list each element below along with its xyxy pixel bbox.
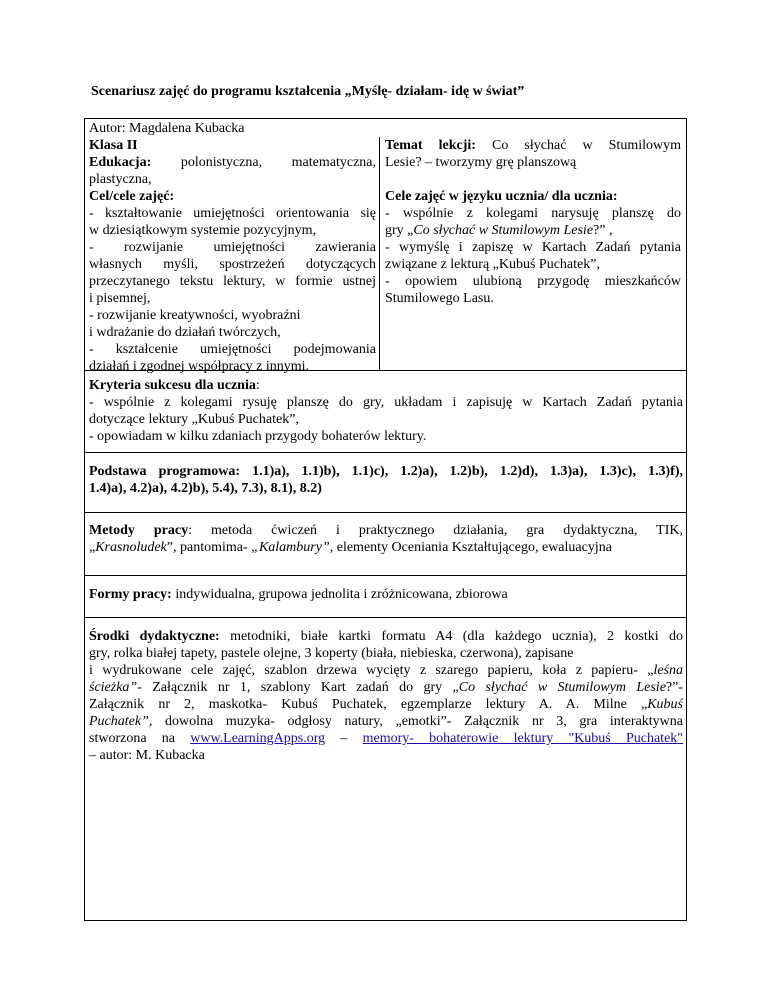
metody-line-1: Metody pracy: metoda ćwiczeń i praktycznego działania, gra dydaktyczna, TIK,: [89, 523, 684, 538]
row-podstawa: [85, 453, 686, 513]
kryteria-label: Kryteria sukcesu dla ucznia: [89, 378, 256, 393]
row-srodki: Środki dydaktyczne: metodniki, białe kartki formatu A4 (dla każdego ucznia), 2 kostki do gry, rolka białej tapety, pastele olejne, 3 koperty (biała, niebieska, czerwona), zapisane i wydrukowane cele zajęć, szablon drzewa wycięty z szarego papieru, koła z papieru- „leśna ścieżka”- Załącznik nr 1, szablony Kart zadań do gry „Co słychać w Stumilowym Lesie?”- Załącznik nr 2, maskotka- Kubuś Puchatek, egzemplarze lektury A. A. Milne „Kubuś Puchatek”, dowolna muzyka- odgłosy natury, „emotki”- Załącznik nr 3, gra interaktywna stworzona na www.LearningApps.org – memory- bohaterowie lektury "Kubuś Puchatek" – autor: M. Kubacka: [89, 629, 684, 763]
srodki-line-1: Środki dydaktyczne: metodniki, białe kartki formatu A4 (dla każdego ucznia), 2 kostki do: [89, 629, 683, 644]
author-line: Autor: Magdalena Kubacka: [89, 121, 245, 136]
cel-label: Cel/cele zajęć:: [89, 189, 175, 204]
srodki-line-5: Załącznik nr 2, maskotka- Kubuś Puchatek, egzemplarze lektury A. A. Milne „Kubuś: [89, 697, 683, 712]
temat-line: Temat lekcji: Co słychać w Stumilowym: [385, 138, 681, 153]
srodki-line-6: Puchatek”, dowolna muzyka- odgłosy natury, „emotki”- Załącznik nr 3, gra interaktywna: [89, 714, 683, 729]
memory-game-link[interactable]: memory- bohaterowie lektury "Kubuś Puchatek": [362, 731, 683, 746]
document-title: Scenariusz zajęć do programu kształcenia „Myślę- działam- idę w świat”: [91, 84, 525, 99]
right-column: Temat lekcji: Co słychać w Stumilowym Lesie? – tworzymy grę planszową Cele zajęć w języku ucznia/ dla ucznia: - wspólnie z kolegami narysuję planszę do gry „Co słychać w Stumilowym Lesie?” , - wymyślę i zapiszę w Kartach Zadań pytania związane z lekturą „Kubuś Puchatek”, - opowiem ulubioną przygodę mieszkańców Stumilowego Lasu.: [385, 138, 681, 306]
cele-ucznia-label: Cele zajęć w języku ucznia/ dla ucznia:: [385, 189, 618, 204]
learningapps-link[interactable]: www.LearningApps.org: [190, 731, 326, 746]
podstawa-line-2: 1.4)a), 4.2)a), 4.2)b), 5.4), 7.3), 8.1), 8.2): [89, 481, 322, 496]
srodki-line-3: i wydrukowane cele zajęć, szablon drzewa wycięty z szarego papieru, koła z papieru- „leśna: [89, 663, 683, 678]
left-column: Klasa II Edukacja: polonistyczna, matematyczna, plastyczna, Cel/cele zajęć: - kształtowanie umiejętności orientowania się w dziesiątkowym systemie pozycyjnym, - rozwijanie umiejętności zawierania własnych myśli, spostrzeżeń dotyczących przeczytanego tekstu lektury, w formie ustnej i pisemnej, - rozwijanie kreatywności, wyobraźni i wdrażanie do działań twórczych, - kształcenie umiejętności podejmowania działań i zgodnej współpracy z innymi.: [89, 138, 376, 374]
edukacja-line: Edukacja: polonistyczna, matematyczna,: [89, 155, 376, 170]
srodki-line-4: ścieżka”- Załącznik nr 1, szablony Kart zadań do gry „Co słychać w Stumilowym Lesie?”-: [89, 680, 684, 695]
cele-ucznia-gra-line: gry „Co słychać w Stumilowym Lesie?” ,: [385, 223, 613, 238]
row-formy: [85, 576, 686, 618]
row-metody: [85, 513, 686, 576]
srodki-line-7: stworzona na www.LearningApps.org – memory- bohaterowie lektury "Kubuś Puchatek": [89, 731, 683, 746]
metody-line-2: „Krasnoludek”, pantomima- „Kalambury”, elementy Oceniania Kształtującego, ewaluacyjna: [89, 540, 612, 555]
klasa-label: Klasa II: [89, 138, 138, 153]
podstawa-line-1: Podstawa programowa: 1.1)a), 1.1)b), 1.1)c), 1.2)a), 1.2)b), 1.2)d), 1.3)a), 1.3)c), 1.3)f),: [89, 464, 683, 479]
row-kryteria: Kryteria sukcesu dla ucznia: - wspólnie z kolegami rysuję planszę do gry, układam i zapisuję w Kartach Zadań pytania dotyczące lektury „Kubuś Puchatek”, - opowiadam w kilku zdaniach przygody bohaterów lektury.: [85, 371, 686, 453]
column-divider: [379, 137, 380, 371]
lesson-table: [84, 118, 687, 921]
formy-line: Formy pracy: indywidualna, grupowa jednolita i zróżnicowana, zbiorowa: [89, 587, 508, 602]
cel-lines: - kształtowanie umiejętności orientowania się w dziesiątkowym systemie pozycyjnym, - rozwijanie umiejętności zawierania własnych myśli, spostrzeżeń dotyczących przeczytanego tekstu lektury, w formie ustnej i pisemnej, - rozwijanie kreatywności, wyobraźni i wdrażanie do działań twórczych, - kształcenie umiejętności podejmowania działań i zgodnej współpracy z innymi.: [89, 206, 376, 374]
row-general-info: [85, 119, 686, 374]
